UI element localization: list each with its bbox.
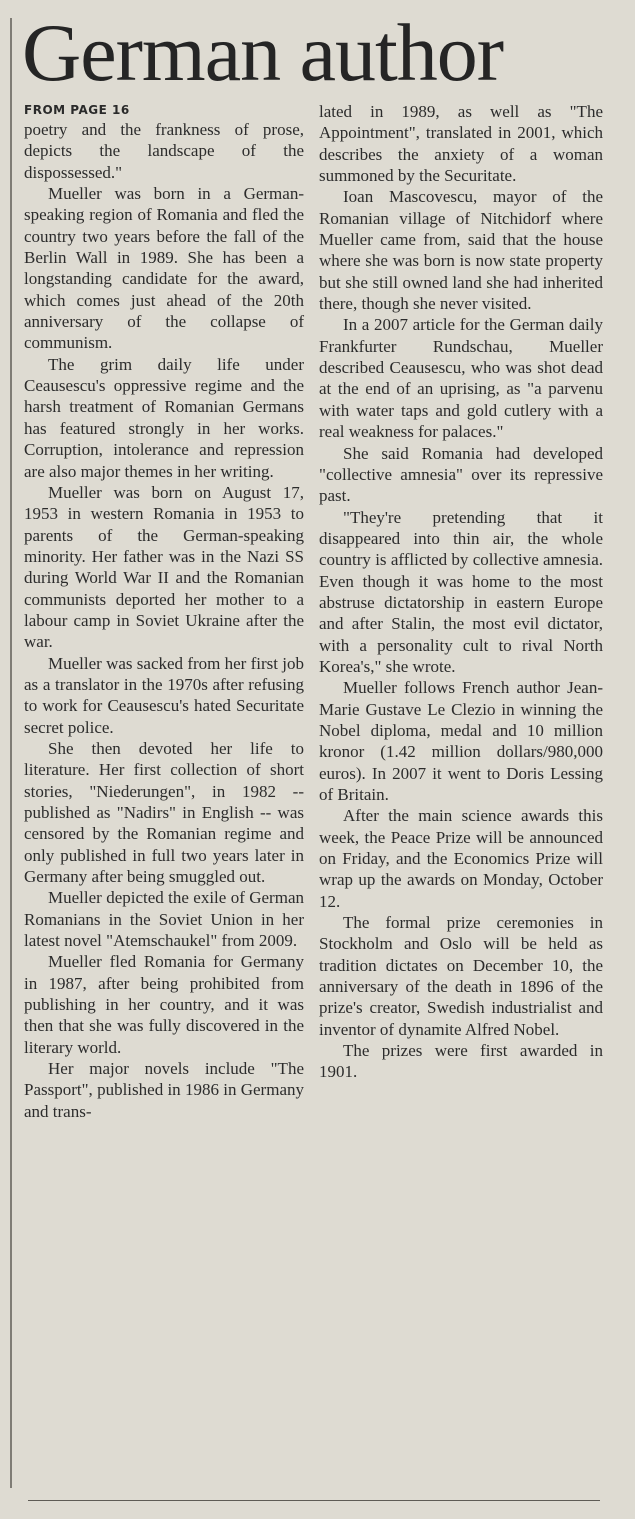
paragraph: Mueller fled Romania for Germany in 1987, after being prohibited from publishing in her country, and it was then that she was fully discovered in the literary world. <box>24 952 304 1057</box>
paragraph: Mueller depicted the exile of German Romanians in the Soviet Union in her latest novel "Atemschaukel" from 2009. <box>24 888 304 951</box>
column-divider-line <box>10 18 12 1488</box>
article-column-right <box>319 101 603 1083</box>
continued-from-label: FROM PAGE 16 <box>24 103 130 117</box>
paragraph: Mueller was sacked from her first job as a translator in the 1970s after refusing to work for Ceausescu's hated Securitate secret police. <box>24 653 304 737</box>
paragraph: Ioan Mascovescu, mayor of the Romanian village of Nitchidorf where Mueller came from, said that the house where she was born is now state property but she still owned land she had inherited there, though she never visited. <box>319 187 603 314</box>
headline: German author <box>22 7 504 98</box>
paragraph: Mueller was born on August 17, 1953 in western Romania in 1953 to parents of the German-speaking minority. Her father was in the Nazi SS during World War II and the Romanian communists deported her mother to a labour camp in Soviet Ukraine after the war. <box>24 482 304 652</box>
paragraph: Her major novels include "The Passport", published in 1986 in Germany and trans- <box>24 1059 304 1121</box>
paragraph: She said Romania had developed "collective amnesia" over its repressive past. <box>319 443 603 506</box>
paragraph: In a 2007 article for the German daily Frankfurter Rundschau, Mueller described Ceausescu, who was shot dead at the end of an uprising, as "a parvenu with water taps and gold cutlery with a real weakness for palaces." <box>319 315 603 442</box>
article-column-left <box>24 101 304 1122</box>
paragraph: Mueller follows French author Jean-Marie Gustave Le Clezio in winning the Nobel diploma, medal and 10 million kronor (1.42 million dollars/980,000 euros). In 2007 it went to Doris Lessing of Britain. <box>319 678 603 804</box>
paragraph: Mueller was born in a German-speaking region of Romania and fled the country two years before the fall of the Berlin Wall in 1989. She has been a longstanding candidate for the award, which comes just ahead of the 20th anniversary of the collapse of communism. <box>24 184 304 353</box>
paragraph: lated in 1989, as well as "The Appointment", translated in 2001, which describes the anxiety of a woman summoned by the Securitate. <box>319 102 603 186</box>
paragraph: The prizes were first awarded in 1901. <box>319 1041 603 1082</box>
paragraph: After the main science awards this week, the Peace Prize will be announced on Friday, and the Economics Prize will wrap up the awards on Monday, October 12. <box>319 806 603 911</box>
paragraph: "They're pretending that it disappeared into thin air, the whole country is afflicted by collective amnesia. Even though it was home to the most abstruse dictatorship in eastern Europe and after Stalin, the most evil dictator, with a personality cult to rival North Korea's," she wrote. <box>319 507 603 676</box>
paragraph: poetry and the frankness of prose, depicts the landscape of the dispossessed." <box>24 120 304 182</box>
bottom-rule <box>28 1500 600 1501</box>
paragraph: The grim daily life under Ceausescu's oppressive regime and the harsh treatment of Romanian Germans has featured strongly in her works. Corruption, intolerance and repression are also major themes in her writing. <box>24 354 304 481</box>
paragraph: The formal prize ceremonies in Stockholm and Oslo will be held as tradition dictates on December 10, the anniversary of the death in 1896 of the prize's creator, Swedish industrialist and inventor of dynamite Alfred Nobel. <box>319 913 603 1039</box>
paragraph: She then devoted her life to literature. Her first collection of short stories, "Niederungen", in 1982 -- published as "Nadirs" in English -- was censored by the Romanian regime and only published in full two years later in Germany after being smuggled out. <box>24 738 304 887</box>
